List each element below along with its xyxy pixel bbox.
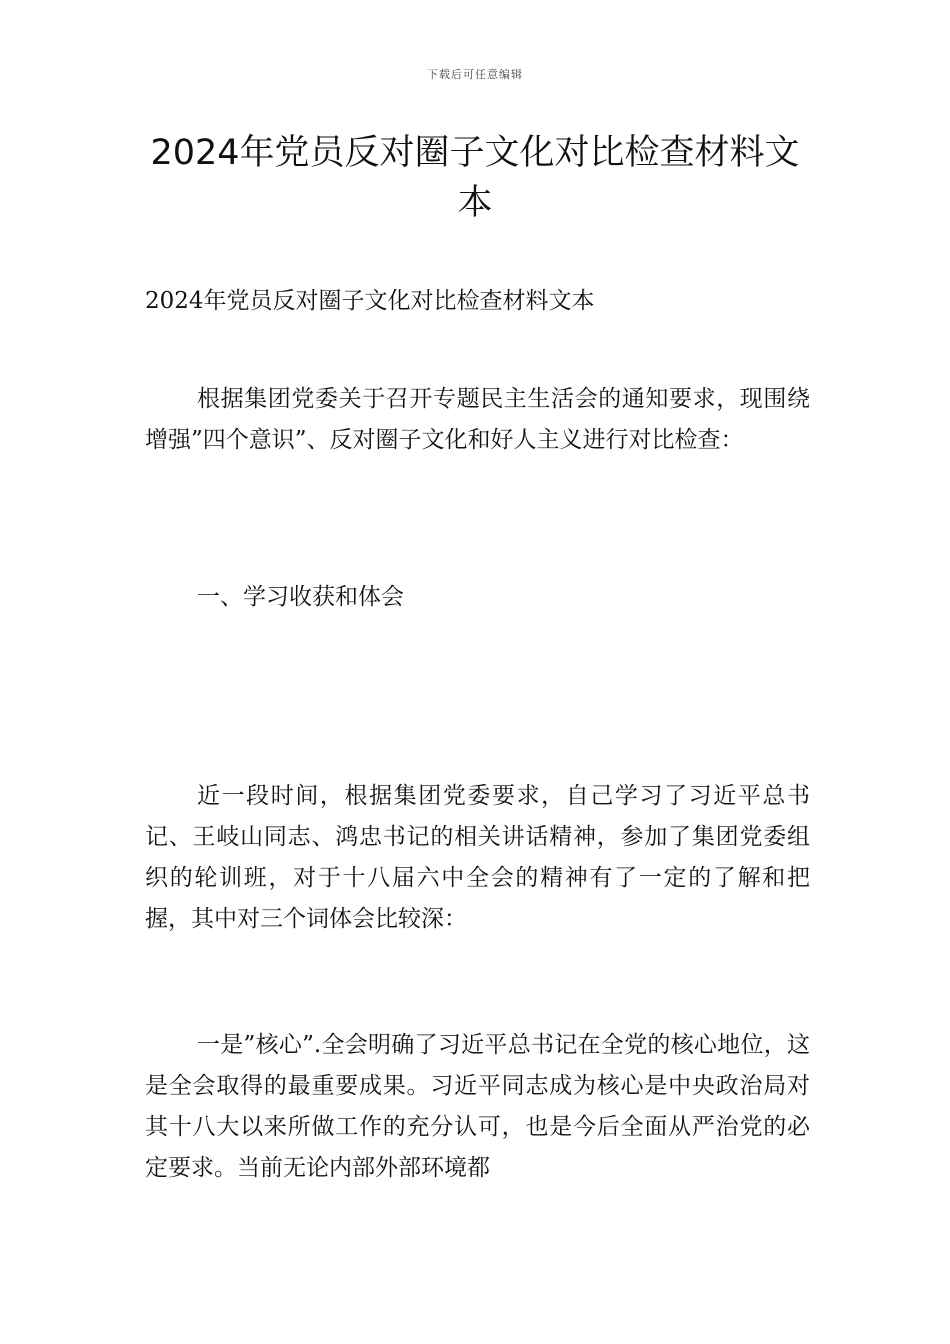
page-header-note: 下载后可任意编辑: [427, 68, 523, 81]
study-paragraph: 近一段时间，根据集团党委要求，自己学习了习近平总书记、王岐山同志、鸿忠书记的相关讲话精神，参加了集团党委组织的轮训班，对于十八届六中全会的精神有了一定的了解和把握，其中对三个词体会比较深：: [145, 783, 810, 932]
section-heading-study: 一、学习收获和体会: [197, 584, 404, 610]
core-paragraph: 一是”核心”.全会明确了习近平总书记在全党的核心地位，这是全会取得的最重要成果。习近平同志成为核心是中央政治局对其十八大以来所做工作的充分认可，也是今后全面从严治党的必定要求。当前无论内部外部环境都: [145, 1032, 810, 1181]
intro-paragraph: 根据集团党委关于召开专题民主生活会的通知要求，现围绕增强”四个意识”、反对圈子文化和好人主义进行对比检查：: [145, 386, 810, 453]
document-title: 2024年党员反对圈子文化对比检查材料文本: [150, 133, 800, 223]
document-subtitle: 2024年党员反对圈子文化对比检查材料文本: [145, 288, 595, 314]
